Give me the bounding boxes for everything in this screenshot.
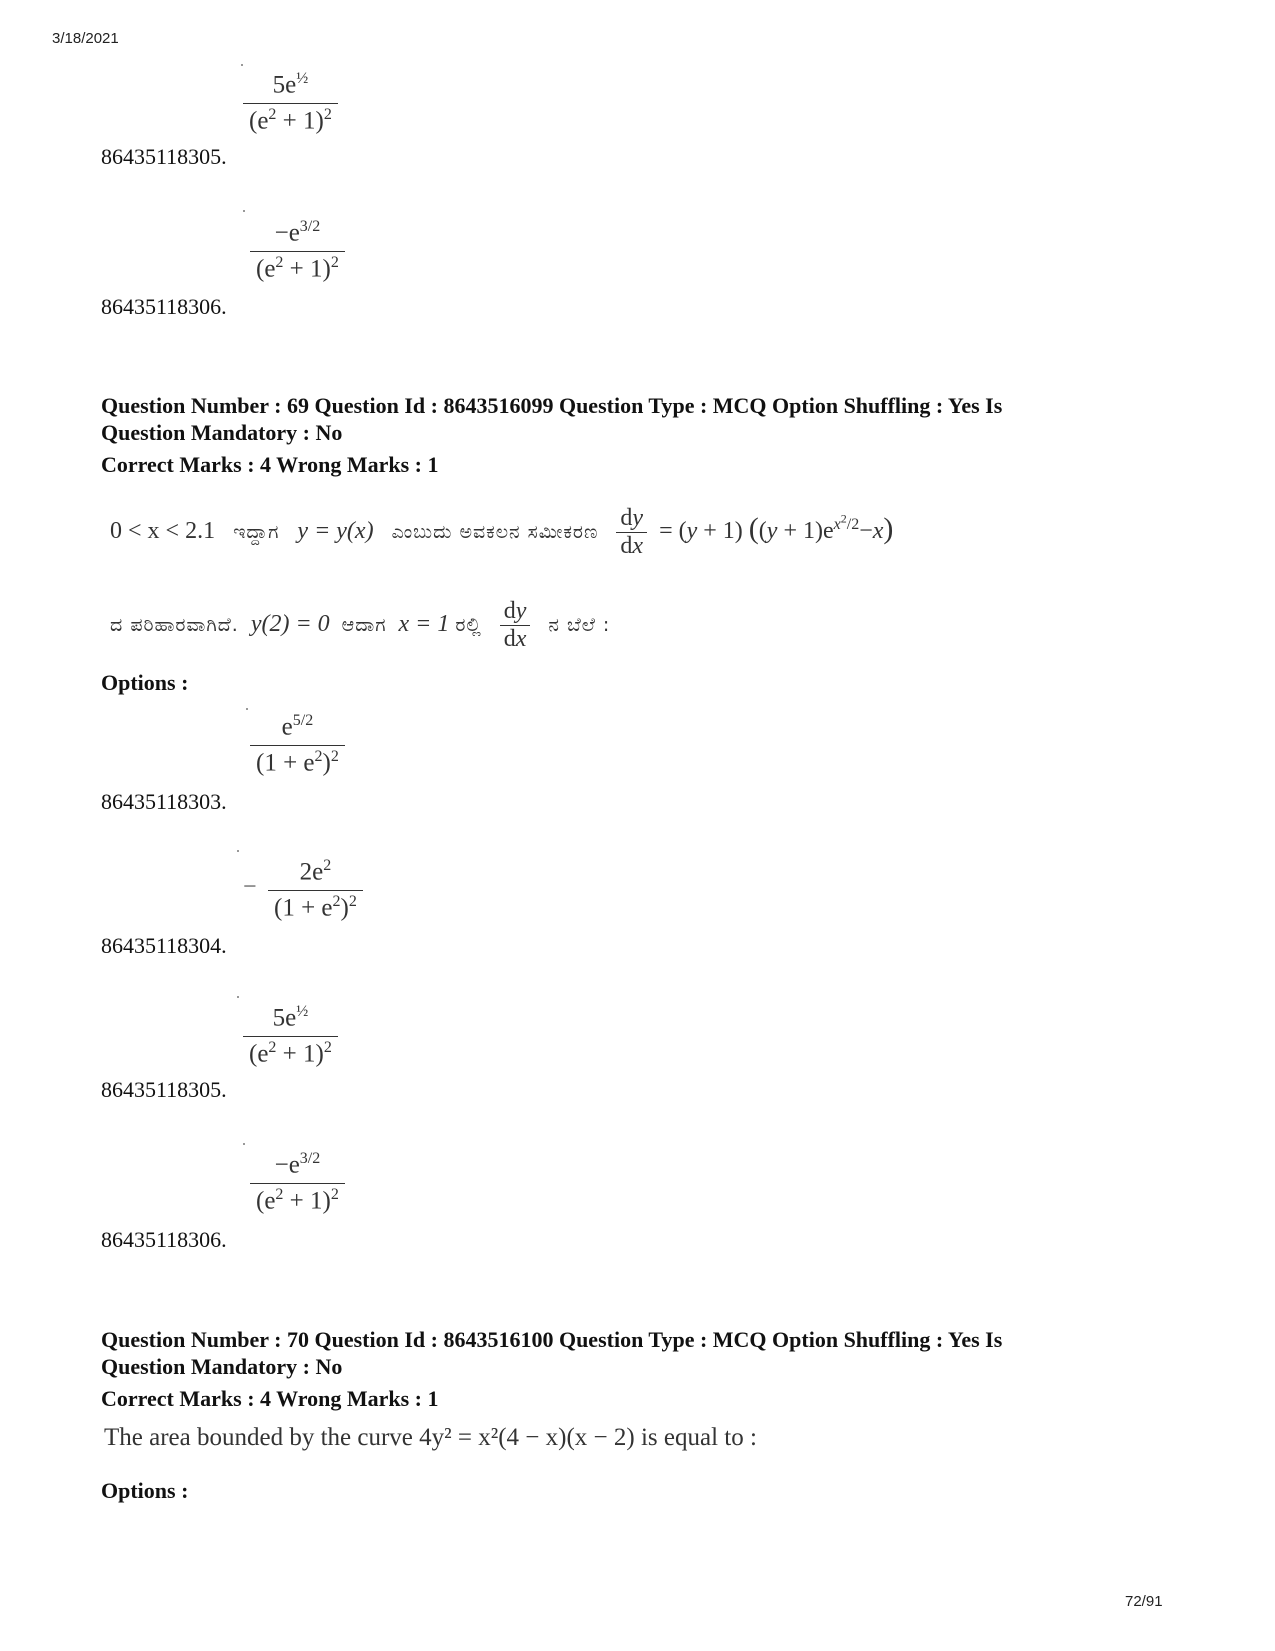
question-header-line: Question Number : 69 Question Id : 8643516099 Question Type : MCQ Option Shuffling : Yes Is xyxy=(101,393,1003,418)
page-number: 72/91 xyxy=(1125,1593,1163,1610)
range-text: 0 < x < 2.1 xyxy=(110,518,216,545)
option-marker xyxy=(243,1143,245,1145)
question-70-meta xyxy=(101,1326,1002,1412)
option-marker xyxy=(243,210,245,212)
option-id: 86435118306. xyxy=(101,1227,227,1252)
option-marker xyxy=(241,64,243,66)
option-formula: $5e^{\frac{1}{2}}$ $(e^2 + 1)^2$ xyxy=(243,1003,338,1069)
condition-text: y(2) = 0 xyxy=(250,611,330,638)
option-id: 86435118304. xyxy=(101,933,227,958)
question-70-stem: The area bounded by the curve 4y² = x²(4 − x)(x − 2) is equal to : xyxy=(104,1424,757,1451)
minus-sign: − xyxy=(243,874,257,900)
question-marks: Correct Marks : 4 Wrong Marks : 1 xyxy=(101,1386,439,1411)
kannada-text: ದ ಪರಿಹಾರವಾಗಿದೆ. xyxy=(110,614,239,637)
option-formula: $-e^{3/2}$ $(e^2 + 1)^2$ xyxy=(250,218,345,284)
option-formula: $e^{5/2}$ $(1 + e^2)^2$ xyxy=(250,712,345,778)
option-id: 86435118306. xyxy=(101,294,227,319)
kannada-text: ಎಂಬುದು ಅವಕಲನ ಸಮೀಕರಣ xyxy=(391,521,599,544)
print-date: 3/18/2021 xyxy=(52,30,119,47)
dy-dx-fraction: $\frac{dy}{dx}$ xyxy=(616,505,647,560)
question-mandatory: Question Mandatory : No xyxy=(101,1354,343,1379)
point-text: x = 1 xyxy=(398,611,450,638)
option-formula: $-e^{3/2}$ $(e^2 + 1)^2$ xyxy=(250,1150,345,1216)
kannada-text: ರಲ್ಲಿ xyxy=(455,614,482,637)
function-text: y = y(x) xyxy=(297,518,374,545)
kannada-text: ಆದಾಗ xyxy=(341,614,387,637)
option-id: 86435118305. xyxy=(101,1077,227,1102)
option-id: 86435118303. xyxy=(101,789,227,814)
question-marks: Correct Marks : 4 Wrong Marks : 1 xyxy=(101,452,439,477)
question-69-meta xyxy=(101,392,1002,478)
question-69-stem-line-2 xyxy=(110,598,610,653)
option-formula: $5e^{\frac{1}{2}}$ $(e^2 + 1)^2$ xyxy=(243,70,338,136)
option-marker xyxy=(246,708,248,710)
option-marker xyxy=(237,996,239,998)
option-formula: $2e^2$ $(1 + e^2)^2$ xyxy=(268,857,363,923)
question-69-stem-line-1: 0 < x < 2.1 ಇದ್ದಾಗ y = y(x) ಎಂಬುದು ಅವಕಲನ ಸಮೀಕರಣ $\frac{dy}{dx}$ = (y + 1) $((y + 1)e^{x^2/2}-x)$ xyxy=(110,505,894,559)
option-marker xyxy=(237,850,239,852)
options-label: Options : xyxy=(101,670,189,695)
question-header-line: Question Number : 70 Question Id : 8643516100 Question Type : MCQ Option Shuffling : Yes Is xyxy=(101,1327,1003,1352)
option-id: 86435118305. xyxy=(101,144,227,169)
kannada-text: ಇದ್ದಾಗ xyxy=(233,521,280,544)
dy-dx-fraction: $\frac{dy}{dx}$ xyxy=(500,598,531,653)
question-mandatory: Question Mandatory : No xyxy=(101,420,343,445)
kannada-text: ನ ಬೆಲೆ : xyxy=(548,614,611,637)
options-label: Options : xyxy=(101,1478,189,1503)
